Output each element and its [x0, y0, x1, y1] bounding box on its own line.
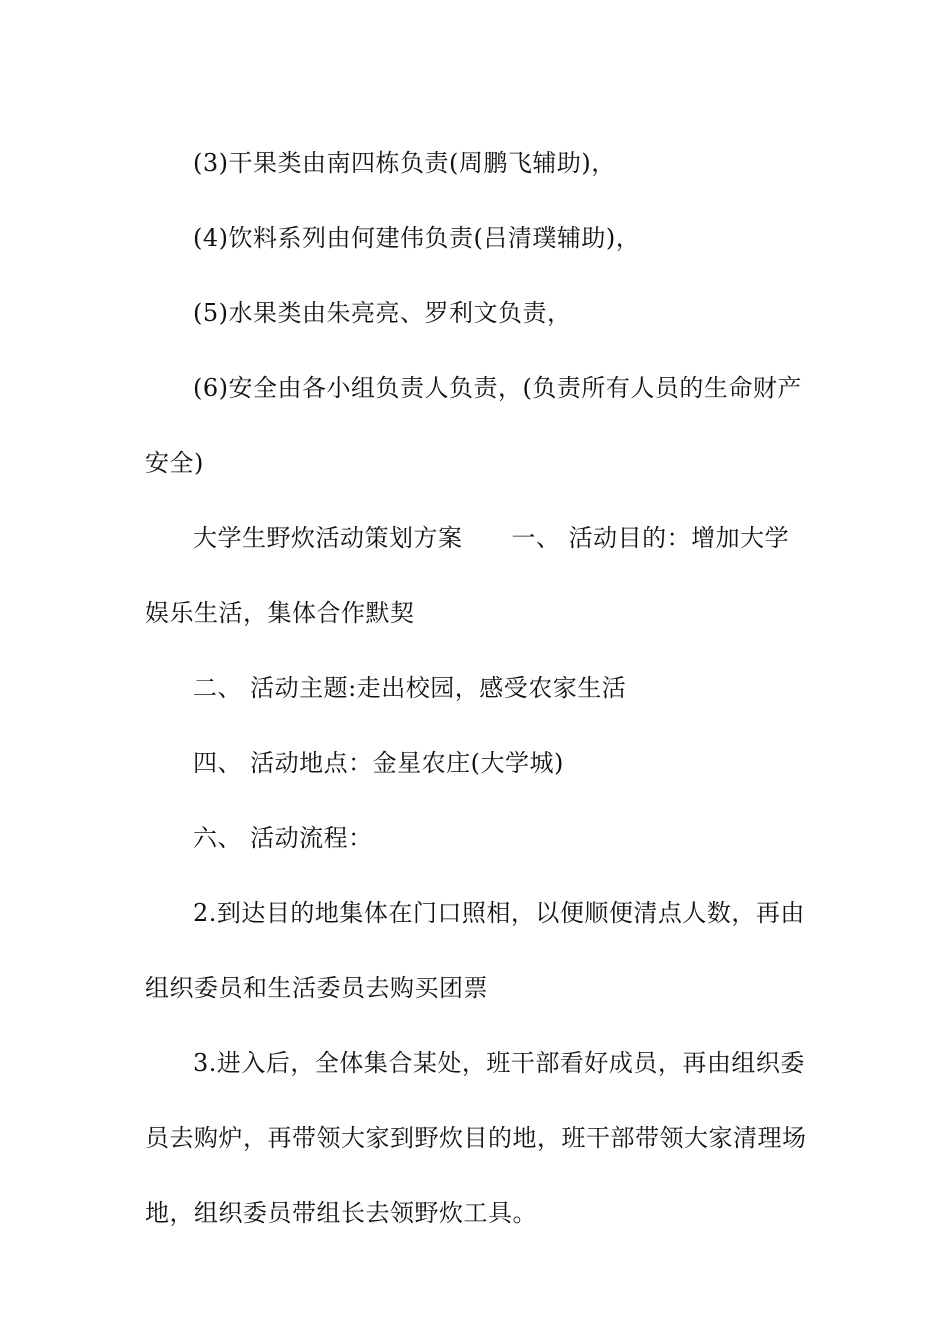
paragraph-theme: 二、 活动主题:走出校园，感受农家生活 — [193, 674, 627, 702]
paragraph-safety: (6)安全由各小组负责人负责，(负责所有人员的生命财产安全) — [145, 374, 802, 477]
paragraph-location: 四、 活动地点：金星农庄(大学城) — [193, 749, 564, 777]
paragraph-dry-fruits: (3)干果类由南四栋负责(周鹏飞辅助)， — [193, 149, 616, 177]
paragraph-plan-purpose: 大学生野炊活动策划方案 一、 活动目的：增加大学娱乐生活，集体合作默契 — [145, 524, 790, 627]
document-body — [145, 126, 810, 1251]
paragraph-process-heading: 六、 活动流程： — [193, 824, 373, 852]
paragraph-step-3: 3.进入后，全体集合某处，班干部看好成员，再由组织委员去购炉，再带领大家到野炊目的地，班干部带领大家清理场地，组织委员带组长去领野炊工具。 — [145, 1049, 807, 1227]
paragraph-step-2: 2.到达目的地集体在门口照相，以便顺便清点人数，再由组织委员和生活委员去购买团票 — [145, 899, 805, 1002]
paragraph-drinks: (4)饮料系列由何建伟负责(吕清璞辅助)， — [193, 224, 641, 252]
paragraph-fruits: (5)水果类由朱亮亮、罗利文负责， — [193, 299, 572, 327]
